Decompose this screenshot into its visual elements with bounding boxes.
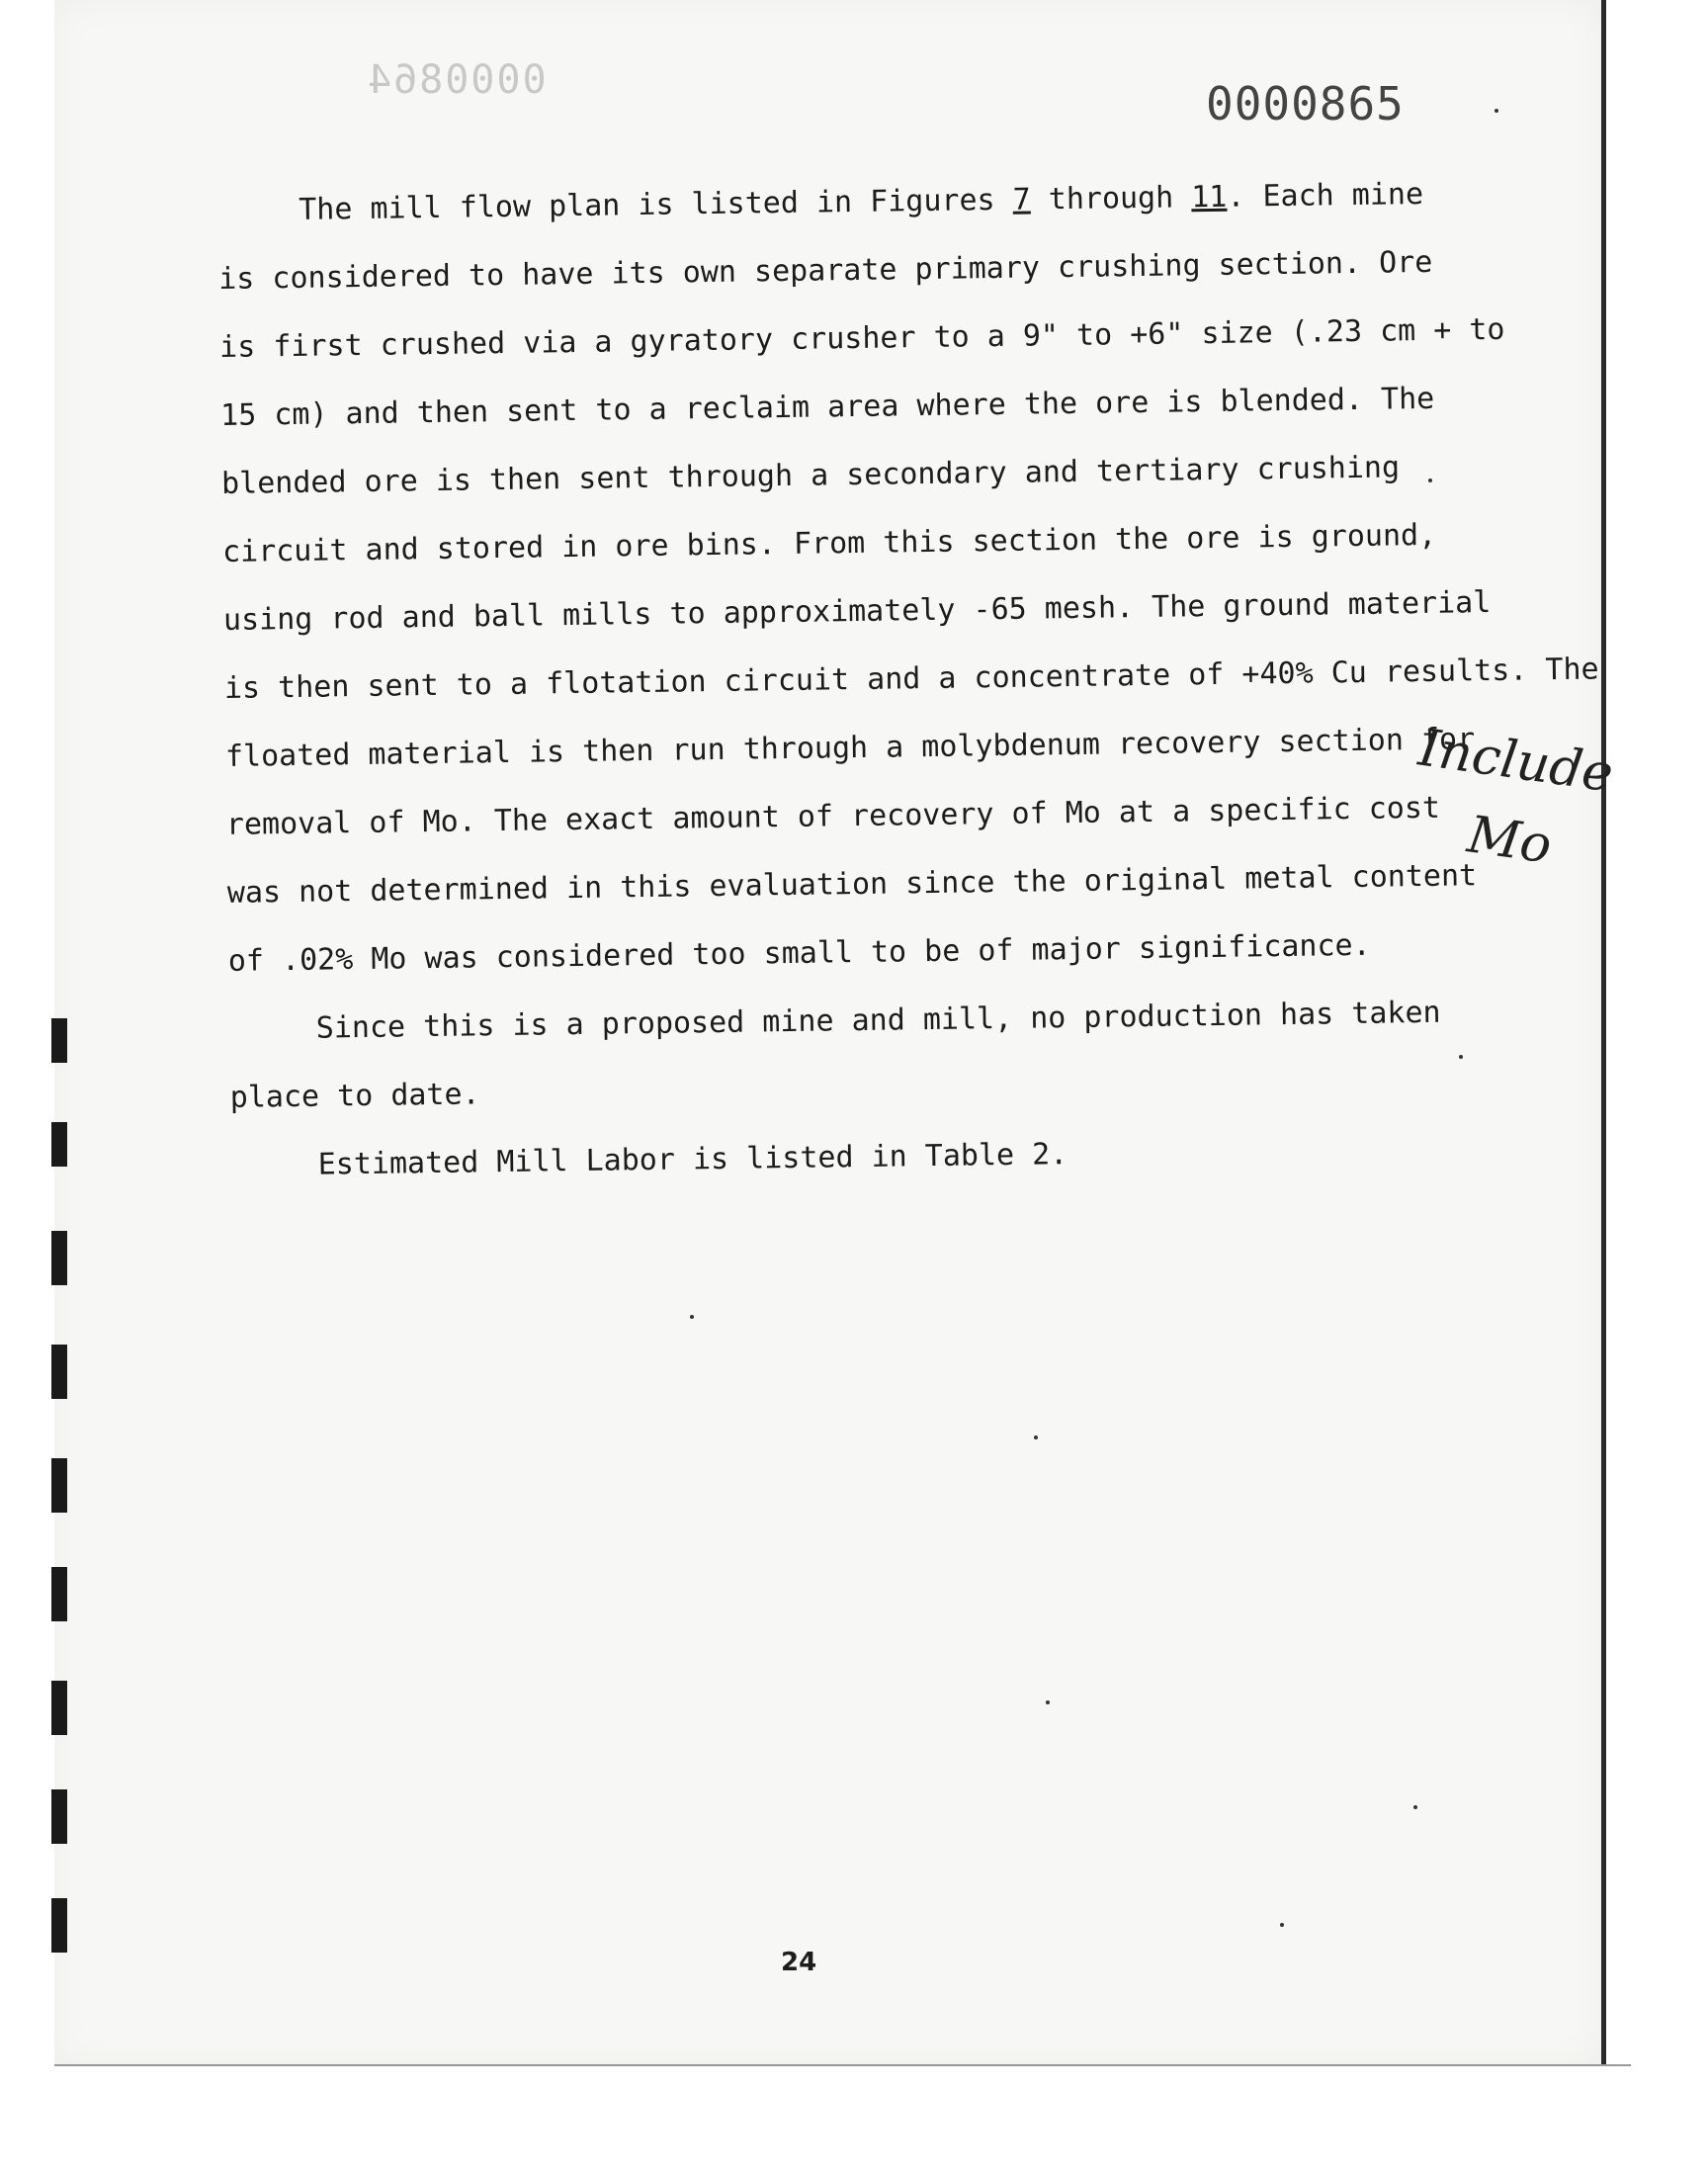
scan-speck [690,1315,694,1319]
text-line: The mill flow plan is listed in Figures 7 through 11. Each mine [298,176,1424,227]
binding-mark [51,1681,67,1735]
text-line: blended ore is then sent through a secondary and tertiary crushing [220,450,1401,501]
document-stamp-number: 0000865 [1206,77,1405,130]
binding-mark [51,1122,67,1167]
binding-mark [51,1898,67,1953]
text-line: Estimated Mill Labor is listed in Table 2. [317,1137,1068,1182]
scan-speck [1459,1055,1463,1059]
text-line: circuit and stored in ore bins. From this section the ore is ground, [221,517,1437,569]
text-line: floated material is then run through a molybdenum recovery section for [224,722,1476,774]
scan-speck [1046,1700,1050,1704]
figure-ref: 11 [1190,179,1228,216]
text-line: is considered to have its own separate primary crushing section. Ore [217,244,1433,297]
text-line: removal of Mo. The exact amount of recovery of Mo at a specific cost [225,790,1441,842]
text-line: is then sent to a flotation circuit and a concentrate of +40% Cu results. The [223,652,1599,706]
text-line: is first crushed via a gyratory crusher to a 9" to +6" size (.23 cm + to [218,311,1505,365]
text-line: 15 cm) and then sent to a reclaim area where the ore is blended. The [219,381,1435,433]
page-number: 24 [781,1948,817,1977]
scan-speck [1280,1923,1284,1927]
text-line: place to date. [229,1077,480,1115]
scan-speck [1494,109,1498,113]
scan-speck [1413,1805,1417,1809]
scan-speck [1034,1436,1038,1439]
figure-ref: 7 [1012,182,1031,218]
binding-mark [51,1345,67,1399]
binding-mark [51,1018,67,1063]
binding-mark [51,1789,67,1844]
faint-stamp-number: 0000864 [366,57,547,103]
handwritten-note-mo: Mo [1464,805,1556,876]
scan-speck [1428,478,1432,482]
page-bottom-edge [54,2064,1631,2066]
text-line: of .02% Mo was considered too small to be of major significance. [227,927,1371,979]
text-line: was not determined in this evaluation since the original metal content [226,858,1478,911]
binding-mark [51,1567,67,1621]
handwritten-note-include: Include [1414,718,1617,805]
text-line: Since this is a proposed mine and mill, no production has taken [315,995,1441,1046]
binding-mark [51,1458,67,1513]
text-line: using rod and ball mills to approximately -65 mesh. The ground material [222,585,1492,638]
binding-mark [51,1231,67,1285]
